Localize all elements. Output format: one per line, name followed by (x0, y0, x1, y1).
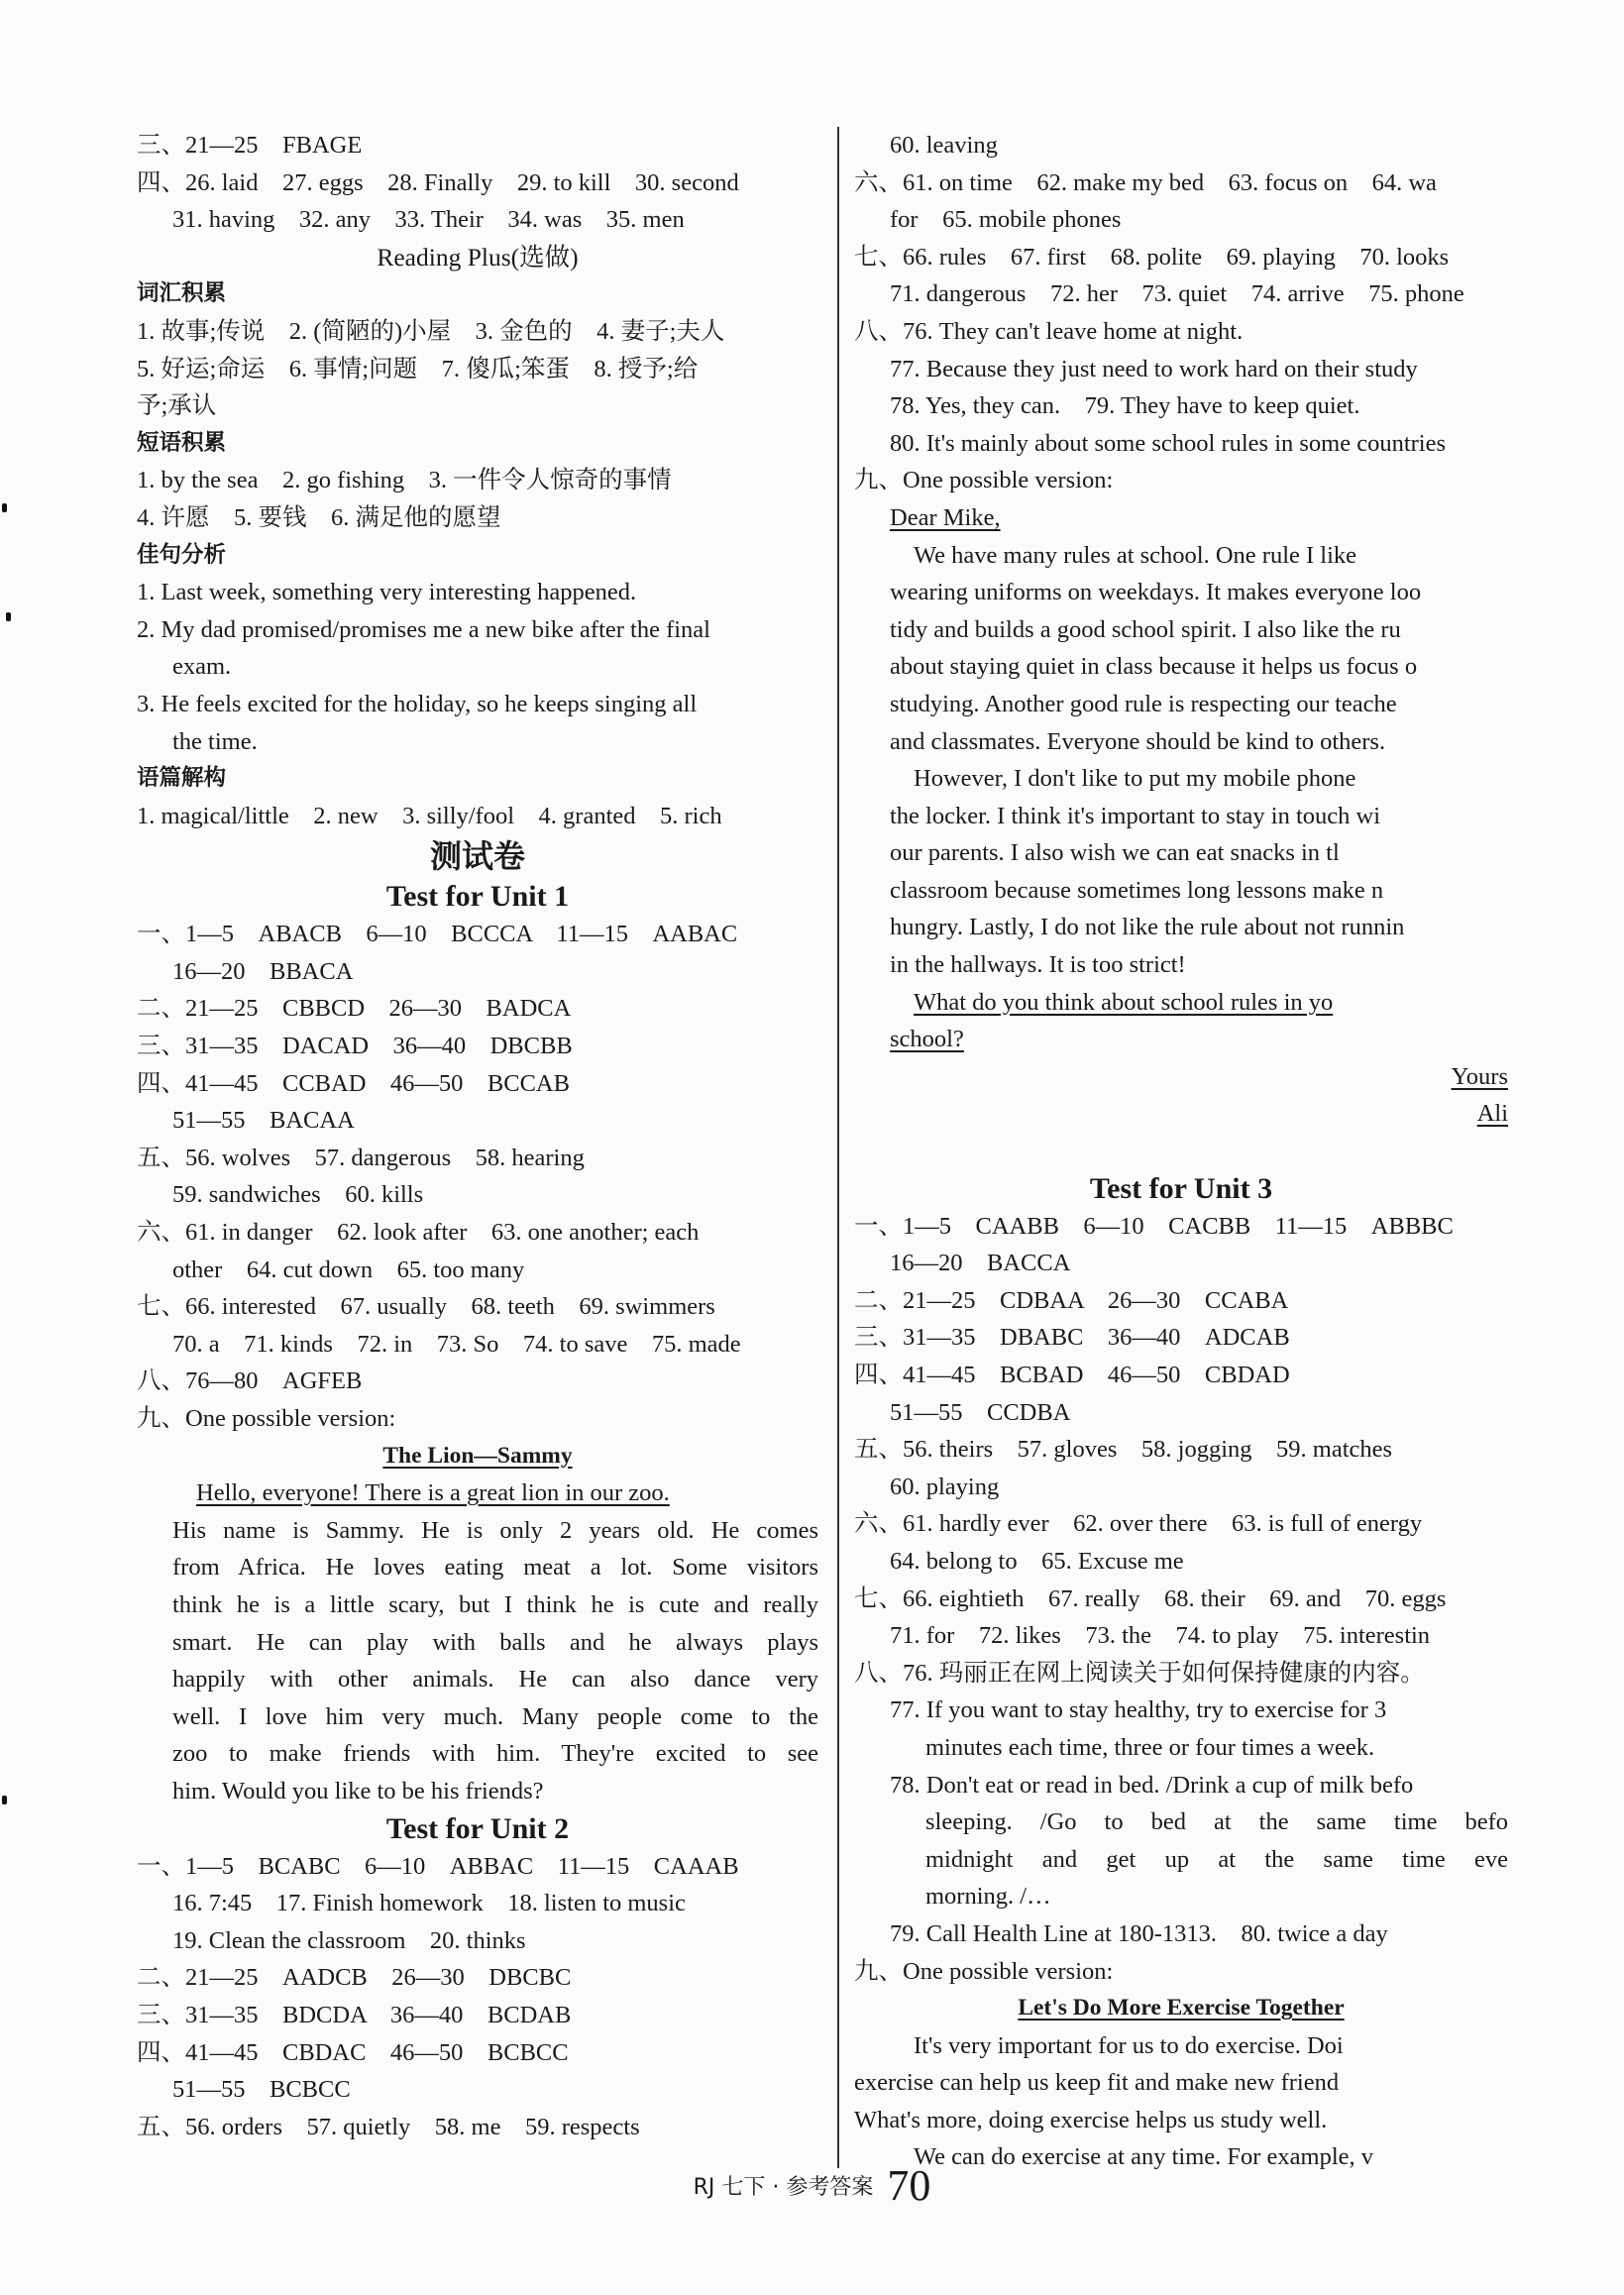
answer-line: 五、56. wolves 57. dangerous 58. hearing (137, 1144, 585, 1171)
answer-line: The Lion—Sammy (382, 1442, 573, 1469)
answer-line: 七、66. interested 67. usually 68. teeth 69. swimmers (137, 1293, 715, 1321)
answer-line: 语篇解构 (137, 765, 227, 792)
answer-line: 四、41—45 CCBAD 46—50 BCCAB (137, 1069, 570, 1097)
answer-line: from Africa. He loves eating meat a lot. Some visitors (172, 1554, 818, 1582)
answer-line: 八、76—80 AGFEB (137, 1367, 363, 1395)
answer-line: 九、One possible version: (854, 467, 1114, 494)
answer-line: 五、56. theirs 57. gloves 58. jogging 59. matches (854, 1436, 1393, 1464)
answer-line: 四、41—45 CBDAC 46—50 BCBCC (137, 2038, 569, 2066)
answer-line: school? (890, 1026, 964, 1053)
answer-line: smart. He can play with balls and he always plays (172, 1628, 818, 1656)
answer-line: 三、21—25 FBAGE (137, 132, 363, 159)
answer-line: well. I love him very much. Many people come to the (172, 1702, 818, 1730)
answer-line: think he is a little scary, but I think he is cute and really (172, 1590, 818, 1618)
answer-line: 4. 许愿 5. 要钱 6. 满足他的愿望 (137, 503, 501, 531)
answer-line: We can do exercise at any time. For example, v (914, 2143, 1374, 2171)
answer-line: 2. My dad promised/promises me a new bike after the final (137, 615, 710, 643)
answer-line: in the hallways. It is too strict! (890, 951, 1186, 979)
answer-line: 三、31—35 DBABC 36—40 ADCAB (854, 1324, 1290, 1352)
answer-line: studying. Another good rule is respecting our teache (890, 690, 1397, 717)
answer-line: classroom because sometimes long lessons make n (890, 876, 1384, 904)
answer-line: 77. Because they just need to work hard on their study (890, 355, 1418, 382)
answer-line: 79. Call Health Line at 180-1313. 80. twice a day (890, 1919, 1388, 1947)
answer-line: However, I don't like to put my mobile phone (914, 765, 1356, 793)
answer-line: him. Would you like to be his friends? (172, 1777, 544, 1804)
answer-line: 词汇积累 (137, 280, 227, 307)
answer-line: our parents. I also wish we can eat snacks in tl (890, 839, 1340, 867)
answer-line: 三、31—35 DACAD 36—40 DBCBB (137, 1033, 573, 1060)
left-column (137, 127, 818, 2145)
answer-line: 测试卷 (429, 837, 525, 876)
answer-line: 70. a 71. kinds 72. in 73. So 74. to save 75. made (172, 1330, 741, 1358)
answer-line: 60. leaving (890, 132, 998, 159)
answer-line: 16—20 BACCA (890, 1250, 1071, 1277)
answer-line: 1. magical/little 2. new 3. silly/fool 4. granted 5. rich (137, 802, 722, 829)
answer-line: 80. It's mainly about some school rules in some countries (890, 429, 1447, 457)
answer-line: 三、31—35 BDCDA 36—40 BCDAB (137, 2001, 572, 2028)
answer-line: 一、1—5 ABACB 6—10 BCCCA 11—15 AABAC (137, 921, 738, 948)
footer-label: RJ 七下 · 参考答案 (693, 2175, 874, 2200)
answer-line: 六、61. hardly ever 62. over there 63. is full of energy (854, 1510, 1423, 1538)
answer-line: 六、61. in danger 62. look after 63. one another; each (137, 1219, 700, 1247)
answer-line: 四、26. laid 27. eggs 28. Finally 29. to kill 30. second (137, 168, 739, 196)
answer-line: exam. (172, 653, 232, 681)
answer-line: Let's Do More Exercise Together (1018, 1995, 1345, 2022)
answer-line: for 65. mobile phones (890, 206, 1122, 234)
answer-line: 九、One possible version: (854, 1957, 1114, 1985)
answer-line: 二、21—25 AADCB 26—30 DBCBC (137, 1964, 572, 1992)
answer-line: 31. having 32. any 33. Their 34. was 35. men (172, 206, 685, 234)
answer-line: wearing uniforms on weekdays. It makes everyone loo (890, 579, 1422, 606)
scan-mark (2, 503, 7, 512)
answer-line: 19. Clean the classroom 20. thinks (172, 1926, 526, 1954)
answer-line: 3. He feels excited for the holiday, so he keeps singing all (137, 690, 698, 717)
answer-line: Dear Mike, (890, 503, 1001, 531)
answer-line: Reading Plus(选做) (377, 242, 579, 272)
scan-mark (2, 1796, 7, 1804)
answer-line: 71. dangerous 72. her 73. quiet 74. arrive 75. phone (890, 280, 1464, 308)
right-column (854, 127, 1508, 2176)
answer-line: 予;承认 (137, 392, 217, 420)
answer-line: 64. belong to 65. Excuse me (890, 1547, 1184, 1575)
answer-line: 八、76. They can't leave home at night. (854, 317, 1244, 345)
answer-line: 59. sandwiches 60. kills (172, 1181, 424, 1209)
answer-line: 1. 故事;传说 2. (简陋的)小屋 3. 金色的 4. 妻子;夫人 (137, 317, 725, 345)
answer-line: exercise can help us keep fit and make new friend (854, 2069, 1340, 2097)
page-footer (0, 2160, 1624, 2211)
answer-line: 1. Last week, something very interesting happened. (137, 579, 637, 606)
answer-line: 七、66. eightieth 67. really 68. their 69. and 70. eggs (854, 1585, 1447, 1612)
answer-line: 16. 7:45 17. Finish homework 18. listen to music (172, 1890, 686, 1917)
answer-line: It's very important for us to do exercise. Doi (914, 2031, 1344, 2059)
answer-line: 78. Don't eat or read in bed. /Drink a cup of milk befo (890, 1771, 1414, 1799)
answer-line: 二、21—25 CBBCD 26—30 BADCA (137, 995, 572, 1023)
answer-line: and classmates. Everyone should be kind to others. (890, 727, 1386, 755)
answer-line: 78. Yes, they can. 79. They have to keep quiet. (890, 392, 1360, 420)
page-number: 70 (887, 2161, 931, 2210)
answer-line: 九、One possible version: (137, 1405, 396, 1432)
answer-line: 51—55 BACAA (172, 1107, 355, 1135)
answer-line: Test for Unit 2 (385, 1811, 570, 1845)
scan-mark (6, 612, 11, 621)
answer-line (854, 1133, 1508, 1170)
answer-line: morning. /… (925, 1883, 1051, 1911)
answer-line: 佳句分析 (137, 541, 227, 568)
answer-line: Yours (1451, 1062, 1508, 1090)
answer-line: 51—55 CCDBA (890, 1398, 1071, 1426)
answer-line: 一、1—5 CAABB 6—10 CACBB 11—15 ABBBC (854, 1212, 1454, 1240)
answer-line: the time. (172, 727, 258, 755)
answer-line: His name is Sammy. He is only 2 years old. He comes (172, 1516, 818, 1544)
answer-line: minutes each time, three or four times a week. (925, 1733, 1375, 1761)
answer-line: 60. playing (890, 1473, 1000, 1500)
column-divider (837, 127, 839, 2168)
answer-line: 1. by the sea 2. go fishing 3. 一件令人惊奇的事情 (137, 467, 672, 494)
answer-line: 16—20 BBACA (172, 957, 354, 985)
answer-line: Hello, everyone! There is a great lion in our zoo. (196, 1479, 670, 1507)
answer-line: 5. 好运;命运 6. 事情;问题 7. 傻瓜;笨蛋 8. 授予;给 (137, 355, 699, 382)
answer-line: 二、21—25 CDBAA 26—30 CCABA (854, 1286, 1289, 1314)
answer-line: 77. If you want to stay healthy, try to exercise for 3 (890, 1696, 1387, 1724)
answer-line: happily with other animals. He can also dance very (172, 1666, 818, 1694)
answer-line: the locker. I think it's important to stay in touch wi (890, 802, 1381, 829)
answer-line: 八、76. 玛丽正在网上阅读关于如何保持健康的内容。 (854, 1659, 1425, 1687)
answer-line: 一、1—5 BCABC 6—10 ABBAC 11—15 CAAAB (137, 1852, 739, 1880)
answer-line: 71. for 72. likes 73. the 74. to play 75. interestin (890, 1622, 1431, 1650)
answer-line: midnight and get up at the same time eve (925, 1845, 1508, 1873)
answer-line: We have many rules at school. One rule I like (914, 541, 1357, 569)
answer-line: 四、41—45 BCBAD 46—50 CBDAD (854, 1362, 1290, 1388)
answer-line: about staying quiet in class because it helps us focus o (890, 653, 1418, 681)
answer-line: sleeping. /Go to bed at the same time befo (925, 1808, 1508, 1836)
answer-line: Test for Unit 3 (1089, 1171, 1273, 1205)
answer-line: zoo to make friends with him. They're excited to see (172, 1740, 818, 1768)
answer-line: 短语积累 (137, 429, 227, 456)
answer-line: other 64. cut down 65. too many (172, 1256, 525, 1283)
answer-line: 七、66. rules 67. first 68. polite 69. playing 70. looks (854, 243, 1450, 271)
answer-line: Test for Unit 1 (385, 880, 570, 914)
answer-line: hungry. Lastly, I do not like the rule about not runnin (890, 914, 1405, 941)
answer-line: tidy and builds a good school spirit. I also like the ru (890, 615, 1401, 643)
answer-line: What do you think about school rules in yo (914, 988, 1334, 1016)
answer-line: 六、61. on time 62. make my bed 63. focus on 64. wa (854, 168, 1437, 196)
answer-line: 五、56. orders 57. quietly 58. me 59. respects (137, 2113, 640, 2140)
answer-line: What's more, doing exercise helps us study well. (854, 2106, 1328, 2133)
answer-line: Ali (1476, 1100, 1508, 1128)
answer-line: 51—55 BCBCC (172, 2076, 351, 2104)
